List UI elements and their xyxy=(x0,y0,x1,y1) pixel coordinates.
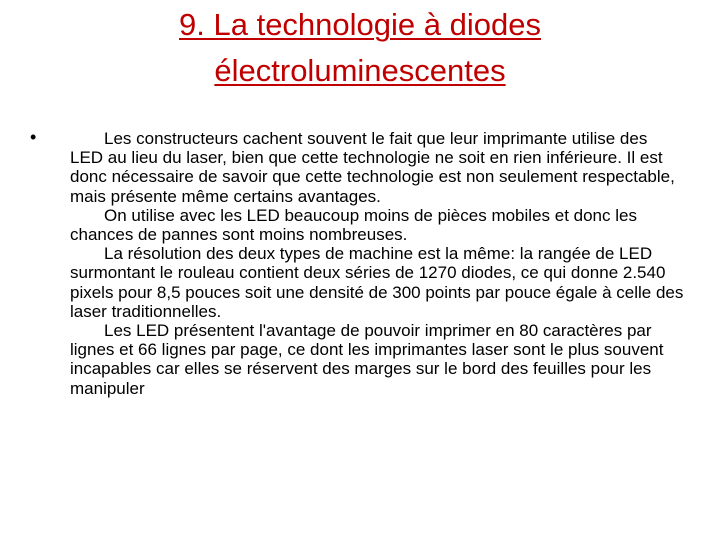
slide-body-text xyxy=(70,129,685,398)
slide-title xyxy=(60,2,660,94)
bullet-dot-icon: • xyxy=(30,127,37,147)
paragraph-2: On utilise avec les LED beaucoup moins de pièces mobiles et donc les chances de pannes sont moins nombreuses. xyxy=(70,205,637,245)
paragraph-4: Les LED présentent l'avantage de pouvoir imprimer en 80 caractères par lignes et 66 lignes par page, ce dont les imprimantes laser sont le plus souvent incapables car elles se réservent des marges sur le bord des feuilles pour les manipuler xyxy=(70,321,664,398)
paragraph-1: Les constructeurs cachent souvent le fait que leur imprimante utilise des LED au lieu du laser, bien que cette technologie ne soit en rien inférieure. Il est donc nécessaire de savoir que cette technologie est non seulement respectable, mais présente même certains avantages. xyxy=(70,129,675,206)
slide-title-line-2: électroluminescentes xyxy=(214,53,506,88)
slide-title-line-1: 9. La technologie à diodes xyxy=(179,7,541,42)
paragraph-3: La résolution des deux types de machine est la même: la rangée de LED surmontant le rouleau contient deux séries de 1270 diodes, ce qui donne 2.540 pixels pour 8,5 pouces soit une densité de 300 points par pouce égale à celle des laser traditionnelles. xyxy=(70,244,684,321)
